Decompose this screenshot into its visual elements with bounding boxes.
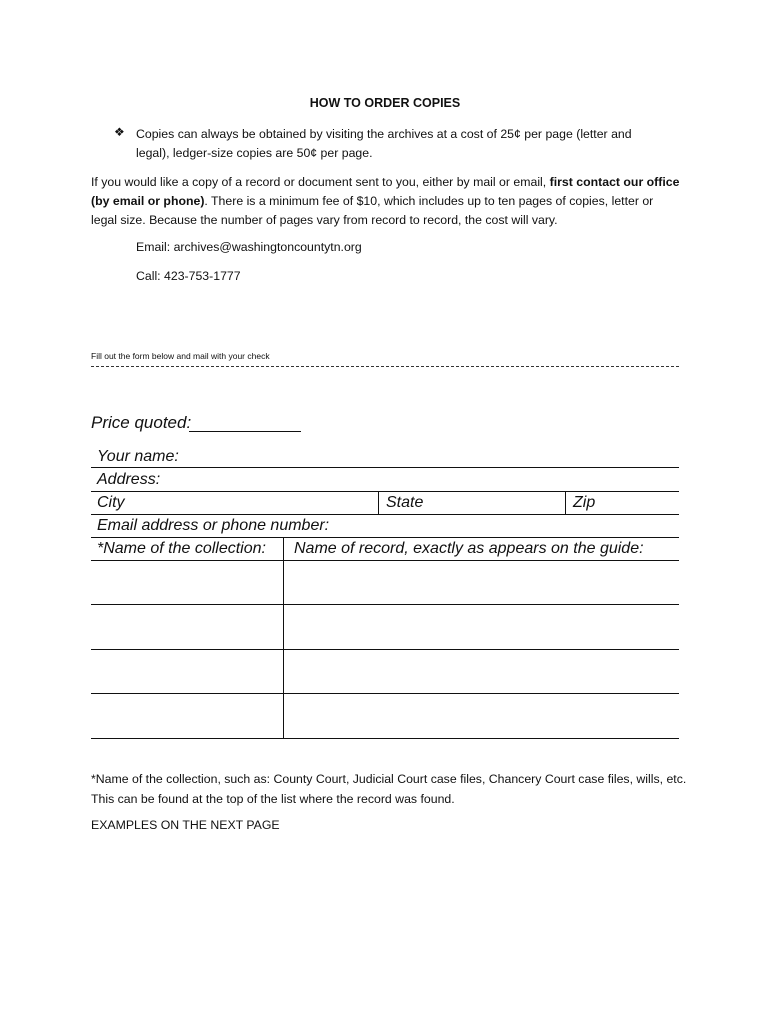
price-quoted-label: Price quoted: — [91, 413, 192, 432]
collection-footnote: *Name of the collection, such as: County Court, Judicial Court case files, Chancery Court case files, wills, etc. This can be found at the top of the list where the record was found. — [91, 772, 687, 806]
zip-label: Zip — [573, 494, 596, 511]
record-column-header: Name of record, exactly as appears on the guide: — [294, 540, 644, 557]
price-quoted-field[interactable] — [189, 431, 301, 432]
paragraph-text-1: If you would like a copy of a record or document sent to you, either by mail or email, — [91, 175, 550, 189]
city-state-divider — [378, 491, 379, 514]
record-cell-2[interactable] — [284, 605, 679, 649]
address-field[interactable] — [91, 491, 679, 492]
state-zip-divider — [565, 491, 566, 514]
diamond-bullet-icon: ❖ — [114, 125, 125, 139]
paragraph-bold-text: first contact our office (by email or phone) — [91, 175, 680, 208]
collection-cell-2[interactable] — [91, 605, 282, 649]
instructions-paragraph — [91, 173, 681, 230]
record-cell-1[interactable] — [284, 561, 679, 604]
state-label: State — [386, 494, 424, 511]
examples-note: EXAMPLES ON THE NEXT PAGE — [91, 818, 280, 832]
cut-line — [91, 366, 679, 367]
collection-column-header: *Name of the collection: — [97, 540, 266, 557]
copies-cost-bullet: Copies can always be obtained by visiting the archives at a cost of 25¢ per page (letter and legal), ledger-size copies are 50¢ per page. — [136, 127, 632, 160]
contact-email: Email: archives@washingtoncountytn.org — [136, 240, 362, 254]
your-name-field[interactable] — [91, 467, 679, 468]
your-name-label: Your name: — [97, 448, 179, 465]
record-cell-3[interactable] — [284, 650, 679, 693]
paragraph-text-2: . There is a minimum fee of $10, which includes up to ten pages of copies, letter or legal size. Because the number of pages vary from record to record, the cost will vary. — [91, 194, 654, 227]
collection-cell-1[interactable] — [91, 561, 282, 604]
collection-cell-3[interactable] — [91, 650, 282, 693]
table-row-line-4 — [91, 738, 679, 739]
contact-phone: Call: 423-753-1777 — [136, 269, 241, 283]
form-instruction: Fill out the form below and mail with your check — [91, 351, 270, 361]
city-label: City — [97, 494, 125, 511]
email-phone-label: Email address or phone number: — [97, 517, 330, 534]
record-cell-4[interactable] — [284, 694, 679, 738]
collection-cell-4[interactable] — [91, 694, 282, 738]
city-state-zip-field[interactable] — [91, 514, 679, 515]
page-title: HOW TO ORDER COPIES — [309, 96, 461, 110]
address-label: Address: — [97, 471, 161, 488]
email-phone-field[interactable] — [91, 537, 679, 538]
